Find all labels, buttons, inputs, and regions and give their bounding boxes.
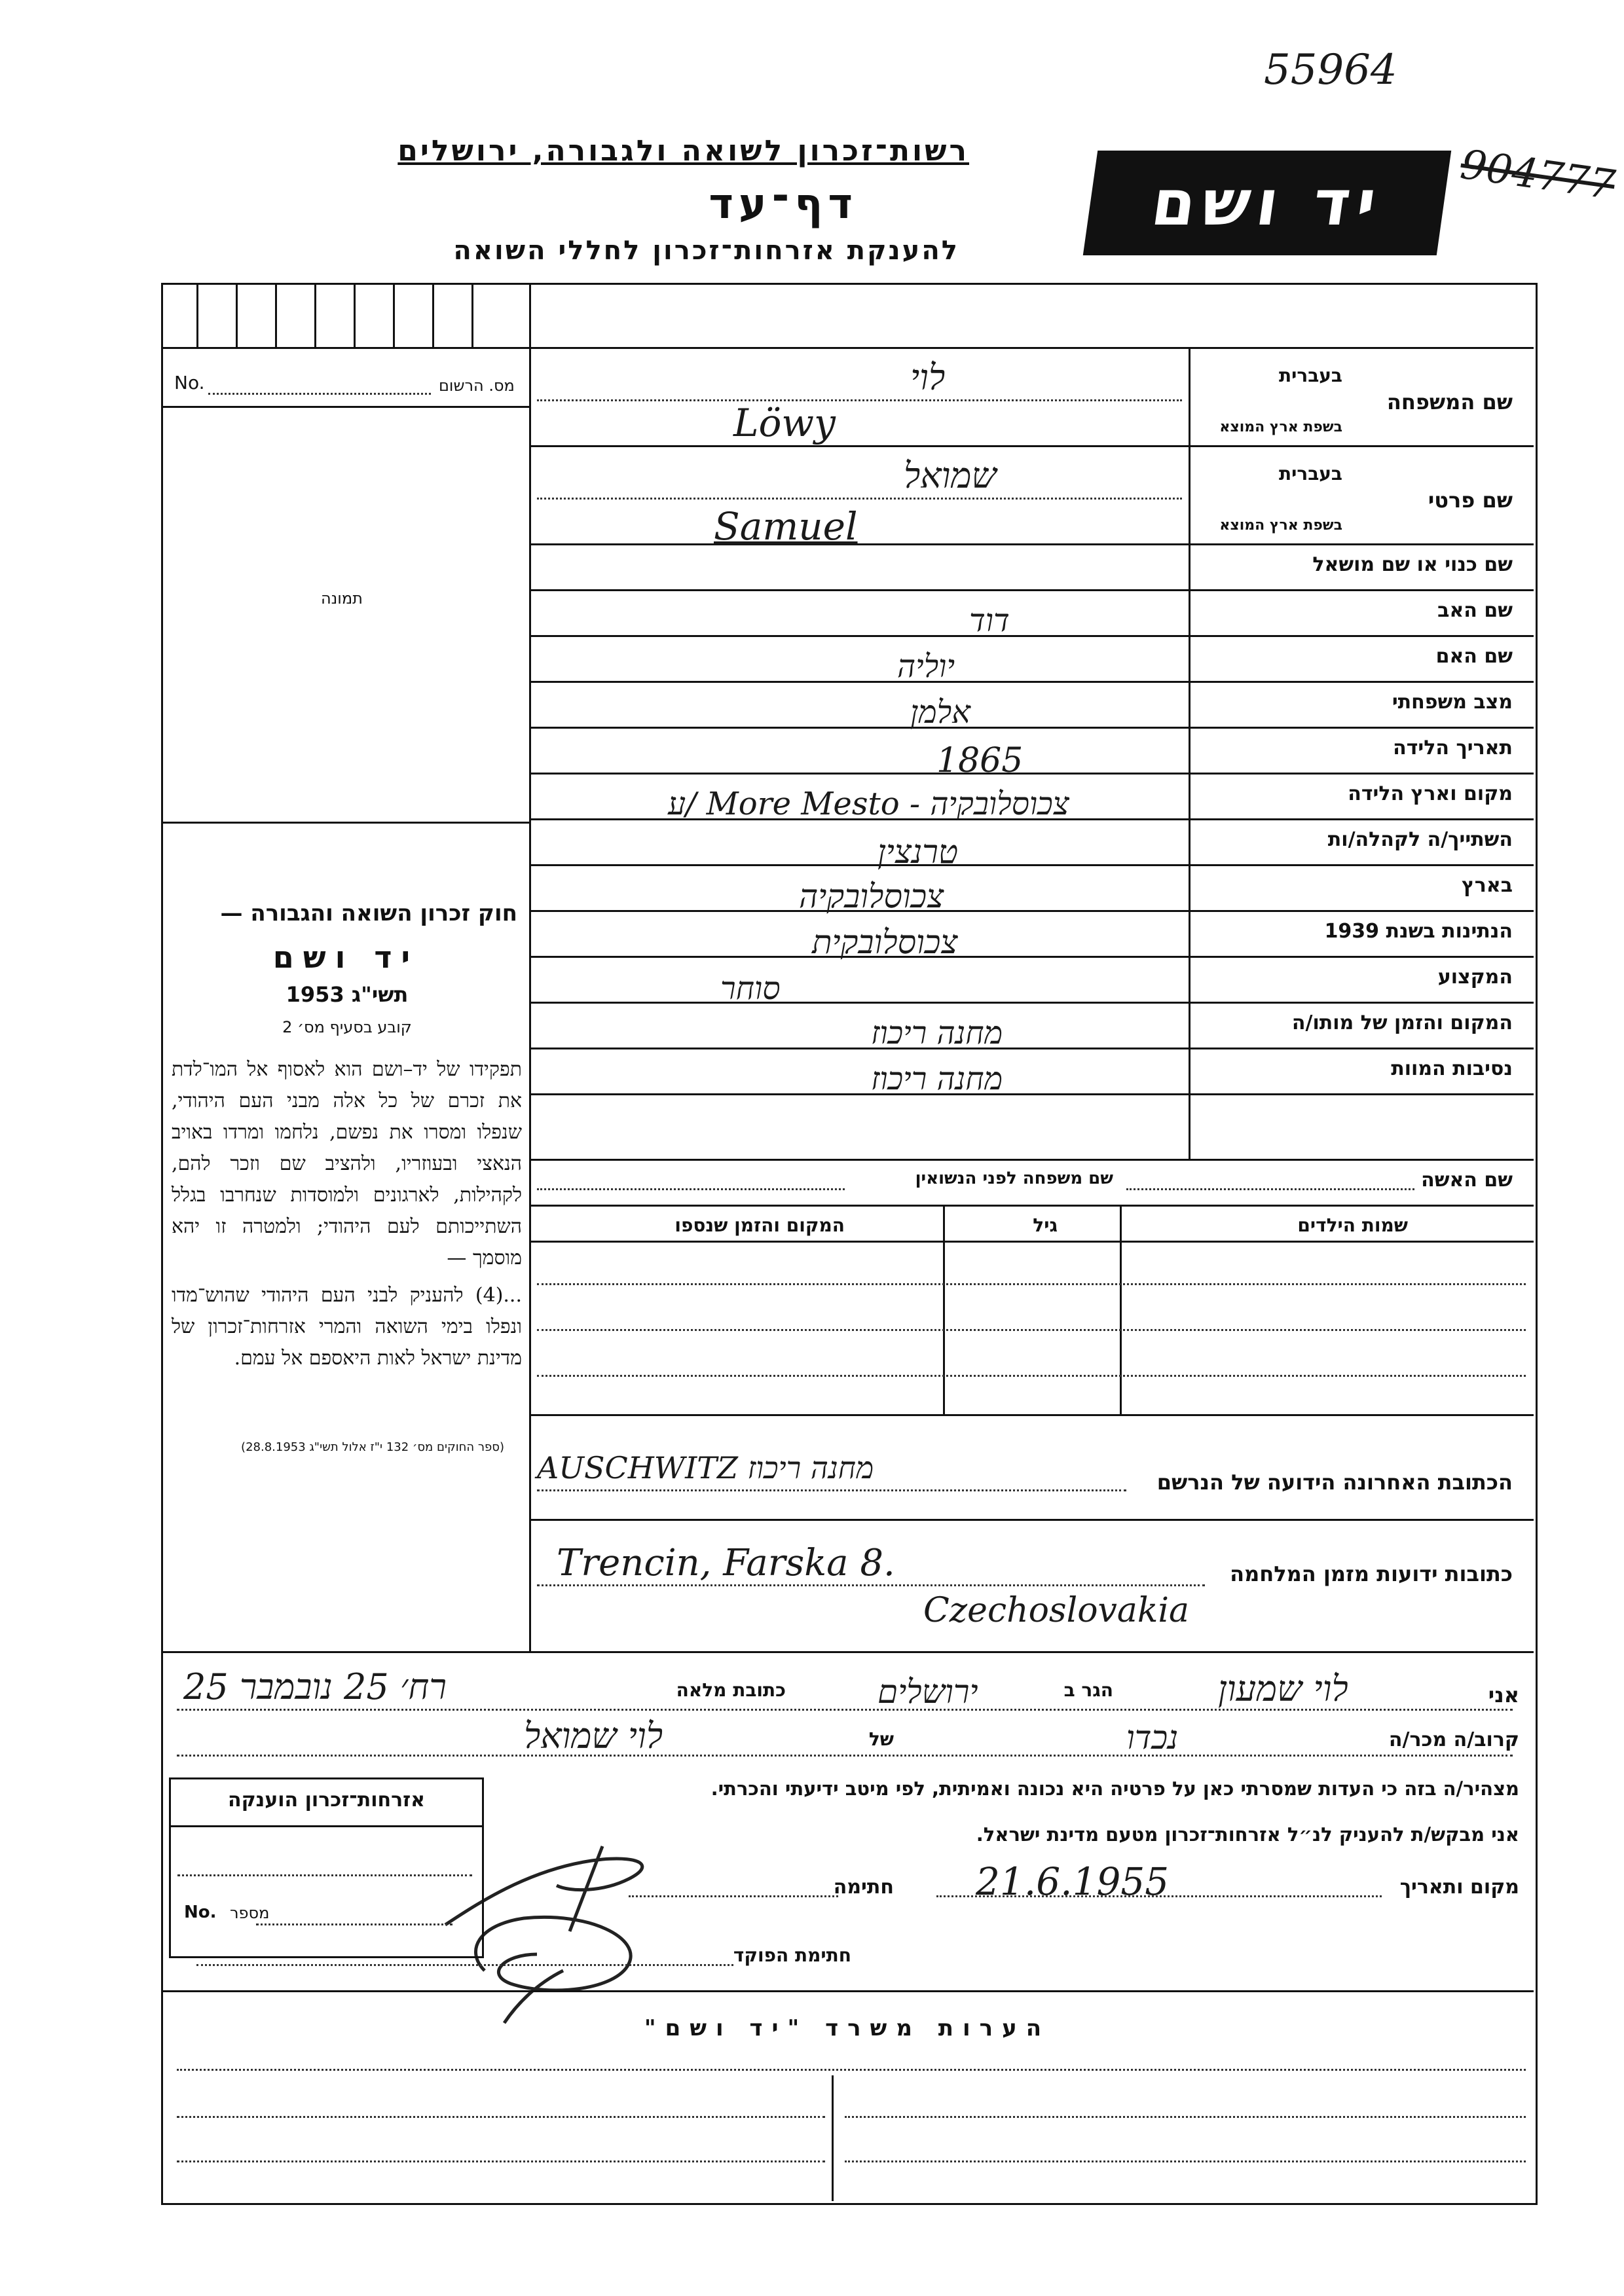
wife-label: שם האשה [1421, 1169, 1513, 1192]
nickname-label: שם כנוי או שם מושאל [1312, 553, 1513, 576]
law-title: חוק זכרון השואה והגבורה — [220, 900, 517, 926]
age-label: גיל [1033, 1214, 1058, 1236]
declaration-i-label: אני [1488, 1683, 1519, 1707]
signature-label: חתימה [833, 1876, 894, 1899]
death-place: מחנה ריכוז [871, 1015, 1003, 1051]
authority-title: רשות־זכרון לשואה ולגבורה, ירושלים [397, 134, 969, 168]
statement-2: אני מבקש/ת להעניק לנ״ל אזרחות־זכרון מטעם מדינת ישראל. [976, 1823, 1519, 1846]
form-title: דף־עד [709, 180, 858, 228]
resides-label: הגר ב [1063, 1679, 1113, 1701]
father-label: שם האב [1437, 599, 1513, 622]
marital-label: מצב משפחתי [1392, 691, 1513, 714]
wartime-address-2: Czechoslovakia [923, 1591, 1190, 1630]
statement-1: מצהיר/ה בזה כי העדות שמסרתי כאן על פרטיה היא נכונה ואמיתית, לפי מיטב ידיעתי והכרתי. [710, 1777, 1519, 1800]
archive-number: 55964 [1264, 46, 1397, 94]
declarant-name: לוי שמעון [1218, 1668, 1348, 1709]
first-hebrew-label: בעברית [1278, 463, 1342, 484]
citizenship-box [169, 1777, 484, 1958]
relation-value: נכדו [1126, 1719, 1179, 1757]
citizenship-box-title: אזרחות־זכרון הוענקה [227, 1789, 426, 1812]
death-circumstances: מחנה ריכוז [871, 1061, 1003, 1097]
family-name-hebrew: לוי [910, 357, 946, 398]
family-hebrew-label: בעברית [1278, 365, 1342, 386]
official-signature-label: חתימת הפוקד [733, 1944, 851, 1966]
child-death-label: המקום והזמן שנספו [674, 1214, 845, 1236]
birth-date-label: תאריך הלידה [1393, 737, 1513, 759]
death-circumstances-label: נסיבות המוות [1391, 1057, 1513, 1080]
declarant-address: רח׳ 25 נובמבר 25 [183, 1666, 447, 1707]
citizenship-label: הנתינות בשנת 1939 [1324, 920, 1513, 943]
first-name-hebrew: שמואל [904, 455, 997, 496]
family-origin-label: בשפת ארץ המוצא [1219, 419, 1342, 435]
marital-status: אלמן [910, 694, 970, 731]
family-name-label: שם המשפחה [1386, 390, 1513, 414]
citizenship: צכוסלובקית [812, 923, 958, 961]
family-name-origin: Löwy [733, 401, 836, 445]
law-text-2: ...(4) להעניק לבני העם היהודי שהוש־מדו ונפלו בימי השואה והמרי אזרחות־זכרון של מדינת ישראל לאות היאספם אל עמם. [172, 1284, 522, 1370]
wartime-address-1: Trencin, Farska 8. [557, 1542, 895, 1584]
place-date-label: מקום ותאריך [1399, 1876, 1519, 1899]
law-section: קובע בסעיף מס׳ 2 [282, 1018, 412, 1036]
mother-name: יוליה [897, 648, 955, 685]
children-label: שמות הילדים [1297, 1214, 1408, 1236]
last-address: AUSCHWITZ מחנה ריכוז [537, 1450, 874, 1485]
law-reference: (ספר החוקים מס׳ 132 י"ז אלול תשי"ג 28.8.1953) [241, 1440, 504, 1454]
last-address-label: הכתובת האחרונה הידועה של הנרשם [1156, 1470, 1513, 1495]
first-name-label: שם פרטי [1428, 488, 1513, 513]
form-subtitle: להענקת אזרחות־זכרון לחללי השואה [453, 236, 959, 266]
community-label: השתייך/ה לקהלה/ות [1327, 828, 1513, 851]
law-text-1: תפקידו של יד–ושם הוא לאסוף אל המו־לדת את זכרם של כל אלה מבני העם היהודי, שנפלו ומסרו את נפשם, נלחמו ומרדו באויב הנאצי ובעוזריו, ולהציב שם וזכר להם, לקהילות, לארגונים ולמוסדות שנחרבו בגלל השתייכותם לעם היהודי; ולמטרה זו יהא מוסמך — [172, 1058, 522, 1269]
first-name-origin: Samuel [714, 504, 858, 549]
country-label: בארץ [1461, 874, 1513, 897]
wartime-address-label: כתובות ידועות מזמן המלחמה [1230, 1561, 1513, 1586]
country: צכוסלובקיה [799, 877, 944, 915]
citizenship-no: No. [184, 1903, 217, 1922]
citizenship-number-label: מספר [230, 1904, 270, 1922]
birth-date: 1865 [936, 741, 1024, 780]
reg-label: מס. הרשום [439, 376, 515, 395]
mother-label: שם האם [1435, 645, 1513, 668]
of-label: של [868, 1728, 894, 1750]
community: טרנצין [877, 833, 959, 871]
photo-label: תמונה [321, 589, 363, 608]
law-name: יד ושם [272, 939, 419, 975]
logo-text: יד ושם [1147, 166, 1388, 240]
maiden-name-label: שם משפחה לפני הנשואין [915, 1169, 1113, 1188]
father-name: דוד [969, 602, 1010, 639]
birth-place-label: מקום וארץ הלידה [1348, 782, 1513, 805]
first-origin-label: בשפת ארץ המוצא [1219, 517, 1342, 534]
address-label: כתובת מלאה [676, 1679, 786, 1701]
of-name: לוי שמואל [524, 1715, 663, 1757]
death-place-label: המקום והזמן של מותו/ה [1291, 1011, 1513, 1034]
relation-label: קרוב/ה מכר/ה [1388, 1728, 1519, 1751]
profession-label: המקצוע [1437, 966, 1513, 989]
yad-vashem-logo [1083, 151, 1451, 255]
declaration-date: 21.6.1955 [976, 1859, 1170, 1904]
profession: סוחר [720, 970, 781, 1007]
reg-no-label: No. [174, 372, 205, 393]
law-year: תשי"ג 1953 [286, 982, 409, 1007]
birth-place: ע/ More Mesto - צכוסלובקיה [668, 786, 1069, 822]
notes-title: הערות משרד "יד ושם" [644, 2015, 1051, 2041]
handwritten-number: 904777 [1458, 139, 1618, 210]
declarant-city: ירושלים [877, 1673, 978, 1711]
